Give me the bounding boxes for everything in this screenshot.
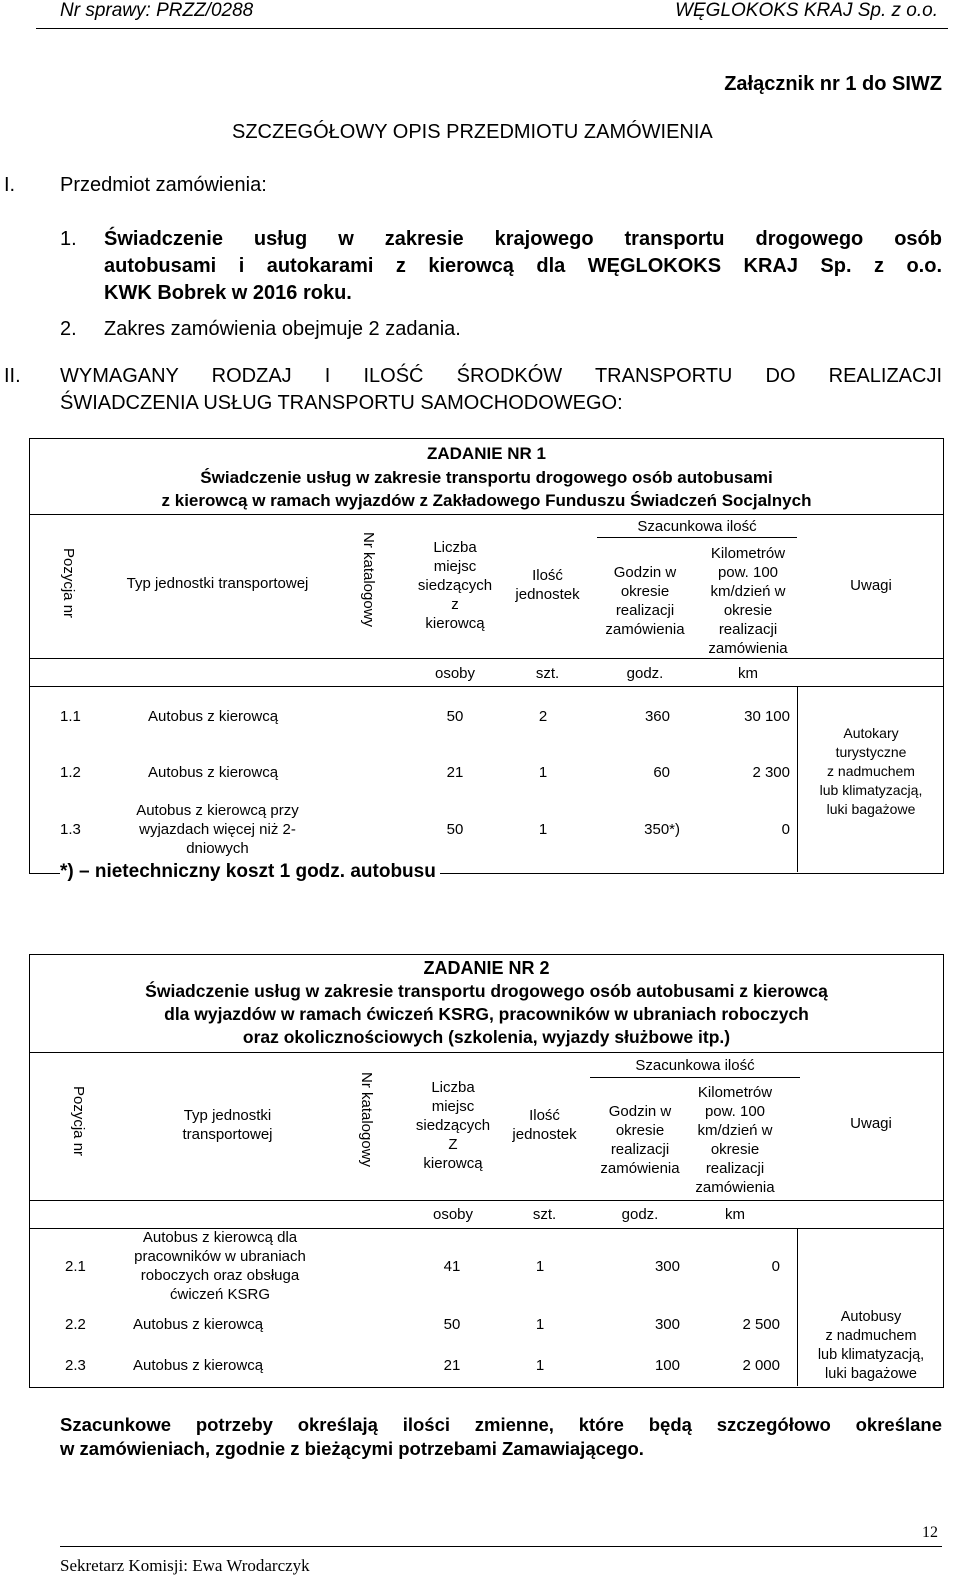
page-number: 12	[922, 1524, 938, 1541]
header-line: z	[451, 596, 459, 613]
task-1-footnote: *) – nietechniczny koszt 1 godz. autobusu	[60, 861, 440, 883]
table-row-seats: 21	[443, 1357, 461, 1374]
table-row-type	[120, 1228, 320, 1304]
header-company: WĘGLOKOKS KRAJ Sp. z o.o.	[675, 0, 938, 21]
table-row-seats: 50	[446, 821, 464, 838]
table-row-pos: 2.2	[65, 1316, 86, 1333]
table-row-pos: 1.2	[60, 764, 81, 781]
uwagi-line: z nadmuchem	[825, 1328, 917, 1344]
header-line: Z	[448, 1136, 458, 1153]
table-row-hours: 60	[653, 764, 670, 781]
table-row-qty: 2	[538, 708, 548, 725]
task-2-subtitle-3: oraz okolicznościowych (szkolenia, wyjazdy służbowe itp.)	[242, 1027, 731, 1047]
header-line: siedzących	[415, 1117, 491, 1134]
item-1-number: 1.	[60, 228, 77, 250]
uwagi-line: lub klimatyzacją,	[817, 1347, 925, 1363]
table-row-type: Autobus z kierowcą	[148, 708, 279, 725]
footer-signature: Sekretarz Komisji: Ewa Wrodarczyk	[60, 1556, 310, 1575]
task-1-header-km	[693, 544, 803, 658]
header-line: km/dzień w	[710, 583, 786, 600]
table-row-km: 2 000	[742, 1357, 780, 1374]
task-1-unit-godz: godz.	[626, 665, 664, 682]
table-row-qty: 1	[535, 1316, 545, 1333]
task-1-header-katalog: Nr katalogowy	[360, 532, 377, 628]
uwagi-line: z nadmuchem	[827, 763, 915, 779]
item-1-line-1: Świadczenie usług w zakresie krajowego transportu drogowego osób	[104, 228, 942, 250]
type-line: roboczych oraz obsługa	[140, 1267, 300, 1284]
header-line: zamówienia	[600, 1160, 680, 1177]
task-1-uwagi-divider	[797, 686, 798, 872]
table-row-seats: 50	[443, 1316, 461, 1333]
header-line: miejsc	[433, 558, 477, 575]
table-row-qty: 1	[538, 764, 548, 781]
table-row-qty: 1	[535, 1258, 545, 1275]
header-line: siedzących	[417, 577, 493, 594]
table-row-hours: 100	[654, 1357, 680, 1374]
item-1-line-3: KWK Bobrek w 2016 roku.	[104, 282, 352, 304]
task-2-header-km	[680, 1083, 790, 1197]
task-1-header-uwagi: Uwagi	[850, 577, 892, 594]
item-2-number: 2.	[60, 318, 77, 340]
uwagi-line: luki bagażowe	[826, 801, 916, 817]
task-1-header-godzin	[590, 563, 700, 639]
table-row-type: Autobus z kierowcą	[133, 1357, 264, 1374]
footer-rule	[60, 1546, 942, 1547]
header-line: kierowcą	[423, 1155, 483, 1172]
uwagi-line: luki bagażowe	[825, 1366, 917, 1382]
type-line: dniowych	[186, 840, 249, 857]
task-2-header-uwagi: Uwagi	[850, 1115, 892, 1132]
header-line: Ilość	[532, 567, 563, 584]
table-row-km: 0	[781, 821, 790, 838]
task-1-units-bottom-rule	[29, 686, 944, 687]
task-1-unit-szt: szt.	[535, 665, 560, 682]
header-line: pow. 100	[704, 1103, 766, 1120]
task-2-header-ilosc	[502, 1106, 587, 1144]
table-row-pos: 2.1	[65, 1258, 86, 1275]
header-line: transportowej	[182, 1126, 273, 1143]
table-row-km: 0	[771, 1258, 780, 1275]
header-line: zamówienia	[708, 640, 788, 657]
table-row-seats: 21	[446, 764, 464, 781]
header-line: Typ jednostki	[183, 1107, 272, 1124]
table-row-km: 2 300	[752, 764, 790, 781]
task-2-unit-szt: szt.	[532, 1206, 557, 1223]
task-2-units-top-rule	[29, 1200, 944, 1201]
header-line: miejsc	[431, 1098, 475, 1115]
task-1-header-typ: Typ jednostki transportowej	[126, 575, 309, 592]
task-2-uwagi-divider	[797, 1228, 798, 1386]
type-line: Autobus z kierowcą dla	[142, 1229, 298, 1246]
header-case-number: Nr sprawy: PRZZ/0288	[60, 0, 254, 21]
table-row-km: 2 500	[742, 1316, 780, 1333]
task-1-header-ilosc	[505, 566, 590, 604]
closing-line-1: Szacunkowe potrzeby określają ilości zmienne, które będą szczegółowo określane	[60, 1414, 942, 1435]
item-1-line-2: autobusami i autokarami z kierowcą dla WĘGLOKOKS KRAJ Sp. z o.o.	[104, 255, 942, 277]
task-1-uwagi-text	[800, 724, 942, 819]
header-line: okresie	[710, 1141, 760, 1158]
header-line: kierowcą	[425, 615, 485, 632]
uwagi-line: Autokary	[843, 725, 899, 741]
uwagi-line: Autobusy	[840, 1309, 902, 1325]
header-line: Ilość	[529, 1107, 560, 1124]
task-1-header-top-rule	[29, 514, 944, 515]
header-line: pow. 100	[717, 564, 779, 581]
table-row-hours: 350*)	[644, 821, 680, 838]
document-title: SZCZEGÓŁOWY OPIS PRZEDMIOTU ZAMÓWIENIA	[232, 121, 713, 143]
header-line: km/dzień w	[697, 1122, 773, 1139]
table-row-qty: 1	[538, 821, 548, 838]
annex-label: Załącznik nr 1 do SIWZ	[724, 73, 942, 95]
header-line: Kilometrów	[710, 545, 786, 562]
type-line: pracowników w ubraniach	[134, 1248, 306, 1265]
header-line: Godzin w	[608, 1103, 672, 1120]
task-2-header-typ	[140, 1106, 315, 1144]
section-2-line-1: WYMAGANY RODZAJ I ILOŚĆ ŚRODKÓW TRANSPORTU DO REALIZACJI	[60, 365, 942, 387]
task-1-subtitle-2: z kierowcą w ramach wyjazdów z Zakładowego Funduszu Świadczeń Socjalnych	[161, 491, 812, 510]
table-row-type	[100, 801, 335, 858]
section-2-line-2: ŚWIADCZENIA USŁUG TRANSPORTU SAMOCHODOWEGO:	[60, 392, 623, 414]
header-line: zamówienia	[695, 1179, 775, 1196]
table-row-type: Autobus z kierowcą	[148, 764, 279, 781]
task-2-header-szacunkowa: Szacunkowa ilość	[635, 1057, 755, 1074]
table-row-pos: 1.1	[60, 708, 81, 725]
task-1-header-szacunkowa: Szacunkowa ilość	[637, 518, 757, 535]
closing-line-2: w zamówieniach, zgodnie z bieżącymi potrzebami Zamawiającego.	[60, 1438, 644, 1459]
task-2-unit-km: km	[725, 1206, 745, 1223]
header-line: okresie	[615, 1122, 665, 1139]
header-line: zamówienia	[605, 621, 685, 638]
task-2-title: ZADANIE NR 2	[423, 958, 550, 978]
task-2-szacunkowa-rule	[590, 1077, 800, 1078]
header-line: jednostek	[515, 586, 580, 603]
task-2-header-liczba	[398, 1078, 508, 1173]
table-row-seats: 41	[443, 1258, 461, 1275]
header-line: Kilometrów	[697, 1084, 773, 1101]
task-2-header-top-rule	[29, 1052, 944, 1053]
type-line: ćwiczeń KSRG	[169, 1286, 271, 1303]
header-line: okresie	[723, 602, 773, 619]
table-row-type: Autobus z kierowcą	[133, 1316, 264, 1333]
task-2-unit-osoby: osoby	[432, 1206, 474, 1223]
type-line: wyjazdach więcej niż 2-	[139, 821, 296, 838]
task-1-unit-km: km	[738, 665, 758, 682]
task-2-header-godzin	[585, 1102, 695, 1178]
task-1-title: ZADANIE NR 1	[426, 444, 546, 463]
task-1-header-pozycja: Pozycja nr	[60, 548, 77, 619]
task-2-uwagi-text	[800, 1308, 942, 1384]
task-1-szacunkowa-rule	[597, 537, 797, 538]
header-line: realizacji	[705, 1160, 765, 1177]
section-2-number: II.	[4, 365, 21, 387]
table-row-seats: 50	[446, 708, 464, 725]
table-row-pos: 1.3	[60, 821, 81, 838]
table-row-pos: 2.3	[65, 1357, 86, 1374]
task-1-header-liczba	[400, 538, 510, 633]
item-2-text: Zakres zamówienia obejmuje 2 zadania.	[104, 318, 461, 340]
table-row-hours: 300	[654, 1316, 680, 1333]
task-1-units-top-rule	[29, 658, 944, 659]
uwagi-line: turystyczne	[835, 744, 907, 760]
task-2-unit-godz: godz.	[621, 1206, 659, 1223]
task-1-unit-osoby: osoby	[434, 665, 476, 682]
header-line: realizacji	[718, 621, 778, 638]
task-2-subtitle-2: dla wyjazdów w ramach ćwiczeń KSRG, pracowników w ubraniach roboczych	[164, 1004, 809, 1024]
section-1-number: I.	[4, 174, 16, 196]
header-line: Liczba	[431, 1079, 475, 1096]
header-line: realizacji	[615, 602, 675, 619]
header-line: okresie	[620, 583, 670, 600]
header-line: Godzin w	[613, 564, 677, 581]
table-row-hours: 360	[644, 708, 670, 725]
task-2-header-katalog: Nr katalogowy	[358, 1072, 375, 1168]
task-2-header-pozycja: Pozycja nr	[70, 1086, 87, 1157]
table-row-hours: 300	[654, 1258, 680, 1275]
table-row-km: 30 100	[744, 708, 790, 725]
table-row-qty: 1	[535, 1357, 545, 1374]
header-rule	[36, 28, 948, 29]
task-2-subtitle-1: Świadczenie usług w zakresie transportu drogowego osób autobusami z kierowcą	[145, 981, 828, 1001]
header-line: jednostek	[512, 1126, 577, 1143]
task-1-subtitle-1: Świadczenie usług w zakresie transportu drogowego osób autobusami	[200, 468, 773, 487]
header-line: Liczba	[433, 539, 477, 556]
type-line: Autobus z kierowcą przy	[136, 802, 299, 819]
uwagi-line: lub klimatyzacją,	[819, 782, 923, 798]
section-1-title: Przedmiot zamówienia:	[60, 174, 267, 196]
header-line: realizacji	[610, 1141, 670, 1158]
